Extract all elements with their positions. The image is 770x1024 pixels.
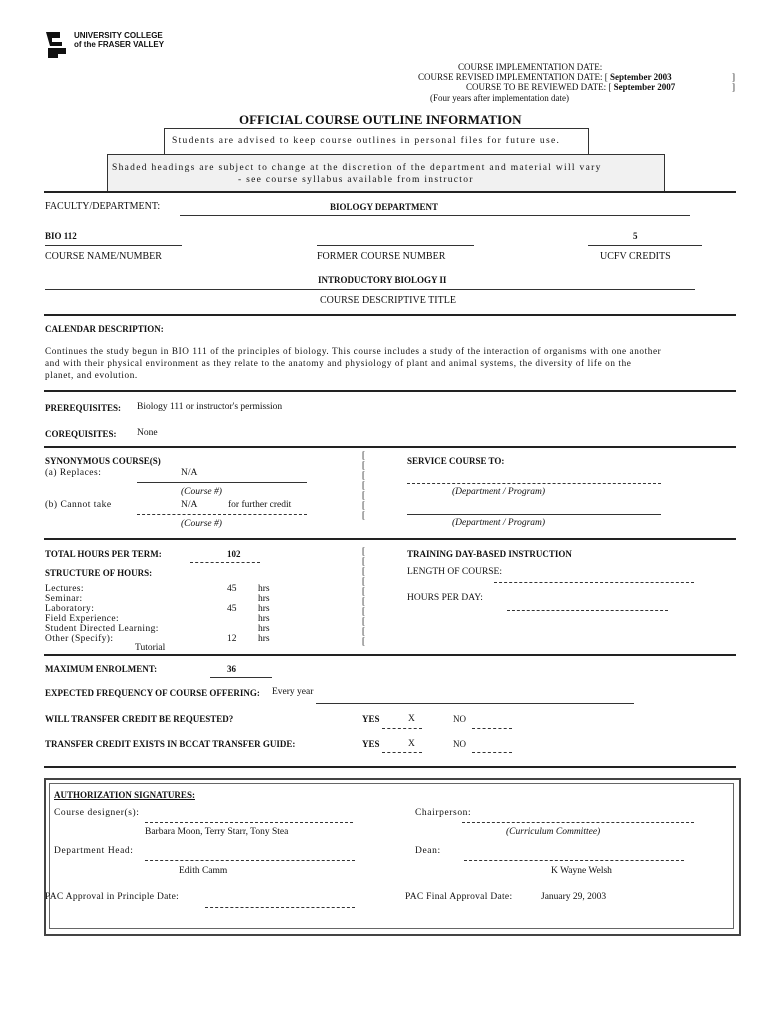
divider — [44, 191, 736, 193]
shaded-notice-box — [107, 154, 665, 192]
course-title-value: INTRODUCTORY BIOLOGY II — [318, 275, 447, 285]
designers-label: Course designer(s): — [54, 808, 140, 818]
hours-row-value: 45 — [227, 584, 237, 594]
hours-row-label: Seminar: — [45, 594, 83, 604]
frequency-underline — [316, 703, 634, 704]
transfer-exists-mark: X — [408, 739, 415, 749]
former-number-label: FORMER COURSE NUMBER — [317, 251, 446, 262]
calendar-line3: planet, and evolution. — [45, 370, 138, 380]
transfer-exists-yes-line[interactable] — [382, 752, 422, 753]
total-hours-label: TOTAL HOURS PER TERM: — [45, 549, 162, 559]
shaded-notice-line2: - see course syllabus available from instructor — [238, 175, 474, 185]
pac-final-value: January 29, 2003 — [541, 892, 607, 902]
cannot-take-label: (b) Cannot take — [45, 500, 112, 510]
replaces-label: (a) Replaces: — [45, 468, 102, 478]
divider — [44, 314, 736, 316]
signatures-label: AUTHORIZATION SIGNATURES: — [54, 790, 195, 800]
transfer-exists-yes: YES — [362, 739, 380, 749]
review-date-value: September 2007 — [613, 82, 676, 92]
calendar-label: CALENDAR DESCRIPTION: — [45, 324, 164, 334]
course-length-label: LENGTH OF COURSE: — [407, 567, 503, 577]
review-date-row — [466, 82, 675, 92]
pac-final-label: PAC Final Approval Date: — [405, 892, 513, 902]
transfer-requested-no: NO — [453, 714, 466, 724]
calendar-line2: and with their physical environment as they relate to the anatomy and physiology of plant and animal systems, the diversity of life on the — [45, 358, 632, 368]
transfer-exists-no: NO — [453, 739, 466, 749]
coreq-label: COREQUISITES: — [45, 429, 117, 439]
transfer-requested-yes-line[interactable] — [382, 728, 422, 729]
synonymous-label: SYNONYMOUS COURSE(S) — [45, 456, 161, 466]
chair-label: Chairperson: — [415, 808, 472, 818]
credits-underline — [588, 245, 702, 246]
chair-hint: (Curriculum Committee) — [506, 827, 601, 837]
page-title: OFFICIAL COURSE OUTLINE INFORMATION — [239, 112, 522, 127]
institution-name-line1: UNIVERSITY COLLEGE — [74, 31, 163, 40]
training-label: TRAINING DAY-BASED INSTRUCTION — [407, 549, 572, 559]
transfer-requested-no-line[interactable] — [472, 728, 512, 729]
review-date-label: COURSE TO BE REVIEWED DATE: [ — [466, 82, 612, 92]
course-number-label: COURSE NAME/NUMBER — [45, 251, 162, 262]
dean-value: K Wayne Welsh — [551, 866, 612, 876]
hours-row-unit: hrs — [258, 614, 270, 624]
divider — [44, 446, 736, 448]
total-hours-underline — [190, 562, 260, 563]
ufv-logo-icon — [44, 30, 70, 60]
course-length-underline — [494, 582, 694, 583]
other-note: Tutorial — [135, 643, 166, 653]
hours-row-label: Lectures: — [45, 584, 84, 594]
structure-label: STRUCTURE OF HOURS: — [45, 568, 153, 578]
column-bracket: [ [ [ [ [ [ [ — [362, 450, 365, 520]
dean-label: Dean: — [415, 846, 441, 856]
service-underline-2 — [407, 514, 661, 515]
prereq-label: PREREQUISITES: — [45, 403, 122, 413]
faculty-label: FACULTY/DEPARTMENT: — [45, 201, 161, 212]
coreq-value: None — [137, 428, 158, 438]
hours-row-label: Other (Specify): — [45, 634, 114, 644]
transfer-requested-label: WILL TRANSFER CREDIT BE REQUESTED? — [45, 714, 234, 724]
divider — [44, 390, 736, 392]
course-number-underline — [45, 245, 182, 246]
cannot-take-hint: (Course #) — [181, 519, 222, 529]
dean-signature-line[interactable] — [464, 860, 684, 861]
designers-signature-line[interactable] — [145, 822, 353, 823]
hours-labels — [45, 584, 159, 644]
replaces-hint: (Course #) — [181, 487, 222, 497]
review-note: (Four years after implementation date) — [430, 93, 569, 103]
revised-bracket-close: ] — [732, 72, 735, 82]
review-bracket-close: ] — [732, 82, 735, 92]
hours-row-label: Laboratory: — [45, 604, 95, 614]
frequency-value: Every year — [272, 687, 314, 697]
enrolment-label: MAXIMUM ENROLMENT: — [45, 664, 158, 674]
hours-row-unit: hrs — [258, 634, 270, 644]
credits-value: 5 — [633, 231, 638, 241]
cannot-take-suffix: for further credit — [228, 500, 292, 510]
notice-text: Students are advised to keep course outlines in personal files for future use. — [172, 136, 561, 146]
service-underline — [407, 483, 661, 484]
faculty-value: BIOLOGY DEPARTMENT — [330, 202, 438, 212]
hours-row-value: 45 — [227, 604, 237, 614]
frequency-label: EXPECTED FREQUENCY OF COURSE OFFERING: — [45, 688, 260, 698]
hours-row-unit: hrs — [258, 594, 270, 604]
replaces-value: N/A — [181, 468, 198, 478]
hours-per-day-underline — [507, 610, 668, 611]
credits-label: UCFV CREDITS — [600, 251, 671, 262]
faculty-underline — [180, 215, 690, 216]
hours-row-value — [227, 614, 237, 624]
hours-row-unit: hrs — [258, 604, 270, 614]
hours-row-value — [227, 594, 237, 604]
former-number-underline — [317, 245, 474, 246]
chair-signature-line[interactable] — [462, 822, 694, 823]
transfer-exists-label: TRANSFER CREDIT EXISTS IN BCCAT TRANSFER GUIDE: — [45, 739, 296, 749]
revised-date-value: September 2003 — [610, 72, 672, 82]
hours-per-day-label: HOURS PER DAY: — [407, 593, 483, 603]
hours-row-label: Field Experience: — [45, 614, 120, 624]
transfer-requested-mark: X — [408, 714, 415, 724]
divider — [44, 766, 736, 768]
total-hours-value: 102 — [227, 549, 241, 559]
pac-principle-line[interactable] — [205, 907, 355, 908]
institution-name-line2: of the FRASER VALLEY — [74, 40, 165, 49]
service-label: SERVICE COURSE TO: — [407, 456, 505, 466]
hours-units — [258, 584, 270, 644]
designers-value: Barbara Moon, Terry Starr, Tony Stea — [145, 827, 289, 837]
hours-values — [227, 584, 237, 644]
course-title-label: COURSE DESCRIPTIVE TITLE — [320, 295, 456, 306]
hours-row-label: Student Directed Learning: — [45, 624, 159, 634]
transfer-requested-yes: YES — [362, 714, 380, 724]
pac-principle-label: PAC Approval in Principle Date: — [45, 892, 180, 902]
cannot-take-underline — [137, 514, 307, 515]
course-title-underline — [45, 289, 695, 290]
prereq-value: Biology 111 or instructor's permission — [137, 402, 283, 412]
enrolment-underline — [210, 677, 272, 678]
hours-row-value — [227, 624, 237, 634]
signature-box-inner — [49, 783, 734, 929]
divider — [44, 654, 736, 656]
course-number-value: BIO 112 — [45, 231, 77, 241]
transfer-exists-no-line[interactable] — [472, 752, 512, 753]
replaces-underline — [137, 482, 307, 483]
dept-head-label: Department Head: — [54, 846, 134, 856]
dept-head-value: Edith Camm — [179, 866, 228, 876]
hours-row-unit: hrs — [258, 624, 270, 634]
divider — [44, 538, 736, 540]
service-hint: (Department / Program) — [452, 487, 546, 497]
cannot-take-value: N/A — [181, 500, 198, 510]
shaded-notice-line1: Shaded headings are subject to change at the discretion of the department and material will vary — [112, 163, 602, 173]
hours-row-unit: hrs — [258, 584, 270, 594]
dept-head-signature-line[interactable] — [145, 860, 355, 861]
enrolment-value: 36 — [227, 664, 236, 674]
implementation-date-label: COURSE IMPLEMENTATION DATE: — [458, 62, 603, 72]
hours-row-value: 12 — [227, 634, 237, 644]
service-hint-2: (Department / Program) — [452, 518, 546, 528]
column-bracket-2: [ [ [ [ [ [ [ [ [ [ — [362, 546, 365, 646]
calendar-line1: Continues the study begun in BIO 111 of the principles of biology. This course includes a study of the interaction of organisms with one another — [45, 346, 662, 356]
revised-date-row — [418, 72, 672, 82]
revised-date-label: COURSE REVISED IMPLEMENTATION DATE: [ — [418, 72, 608, 82]
